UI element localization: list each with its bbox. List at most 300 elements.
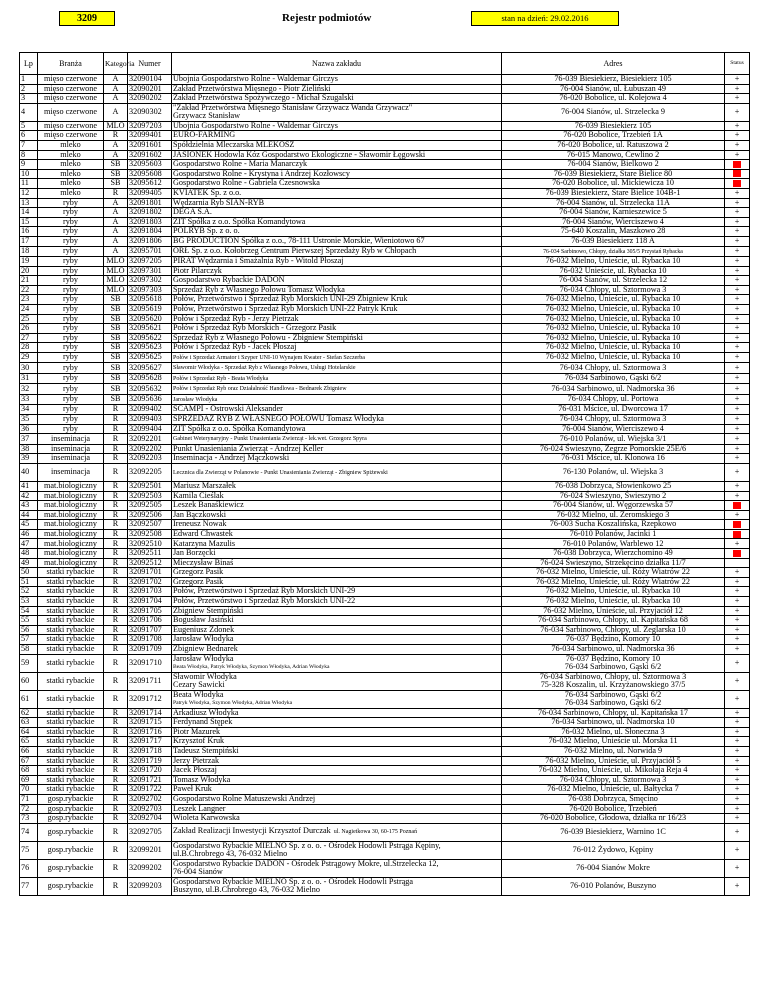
row-numer: 32092507 (128, 520, 172, 530)
row-numer: 32092704 (128, 814, 172, 824)
row-nazwa-line1: Paweł Kruk (173, 784, 212, 794)
row-status (725, 568, 750, 578)
status-inactive-marker (733, 502, 741, 509)
row-numer: 32097302 (128, 276, 172, 286)
row-branza: inseminacja (38, 434, 104, 445)
row-numer: 32091802 (128, 208, 172, 218)
row-nazwa (172, 363, 502, 374)
table-row (20, 841, 750, 859)
row-status (725, 597, 750, 607)
row-nazwa (172, 227, 502, 237)
row-adres (502, 841, 725, 859)
row-adres (502, 549, 725, 559)
row-kategoria: R (104, 405, 128, 415)
row-adres (502, 558, 725, 568)
row-nazwa (172, 343, 502, 353)
row-status (725, 746, 750, 756)
row-lp: 34 (20, 405, 38, 415)
table-row (20, 814, 750, 824)
table-row (20, 131, 750, 141)
row-adres-line1: 76-004 Sianów, Karnieszewice 5 (559, 207, 667, 217)
row-lp: 52 (20, 587, 38, 597)
row-branza: ryby (38, 363, 104, 374)
row-branza: statki rybackie (38, 775, 104, 785)
row-kategoria: R (104, 654, 128, 672)
row-adres (502, 424, 725, 434)
row-kategoria: R (104, 606, 128, 616)
status-inactive-marker (733, 170, 741, 177)
row-lp: 28 (20, 343, 38, 353)
row-kategoria: R (104, 823, 128, 841)
row-numer: 32091801 (128, 198, 172, 208)
row-branza: statki rybackie (38, 654, 104, 672)
status-active-mark: + (734, 624, 740, 634)
row-branza: statki rybackie (38, 625, 104, 635)
row-status (725, 266, 750, 276)
row-nazwa-line1: Połów i Sprzedaż Ryb - Beata Włodyka (173, 375, 269, 382)
row-branza: ryby (38, 217, 104, 227)
row-status (725, 727, 750, 737)
status-active-mark: + (734, 304, 740, 314)
status-date: stan na dzień: 29.02.2016 (471, 11, 619, 26)
row-adres-line1: 75-640 Koszalin, Maszkowo 28 (560, 226, 666, 236)
row-branza: statki rybackie (38, 577, 104, 587)
row-nazwa (172, 424, 502, 434)
row-adres-line1: 76-039 Biesiekierz, Stare Bielice 80 (553, 168, 673, 178)
table-row (20, 606, 750, 616)
row-kategoria: R (104, 746, 128, 756)
row-kategoria: R (104, 577, 128, 587)
row-adres-line1: 76-024 Świeszyno, Zegrze Pomorskie 25E/6 (539, 443, 687, 453)
row-branza: gosp.rybackie (38, 794, 104, 804)
row-lp: 11 (20, 179, 38, 189)
row-adres (502, 75, 725, 85)
row-kategoria: R (104, 434, 128, 445)
row-branza: statki rybackie (38, 616, 104, 626)
row-kategoria: SB (104, 384, 128, 395)
row-lp: 56 (20, 625, 38, 635)
table-row (20, 140, 750, 150)
row-nazwa (172, 131, 502, 141)
status-active-mark: + (734, 394, 740, 404)
row-nazwa (172, 140, 502, 150)
table-row (20, 877, 750, 895)
row-nazwa-line1: Leszek Langner (173, 803, 226, 813)
status-active-mark: + (734, 275, 740, 285)
row-adres-line1: 76-004 Sianów, ul. Strzelecka 11A (556, 197, 670, 207)
status-active-mark: + (734, 755, 740, 765)
row-lp: 59 (20, 654, 38, 672)
row-nazwa (172, 841, 502, 859)
status-active-mark: + (734, 207, 740, 217)
status-active-mark: + (734, 480, 740, 490)
row-numer: 32091721 (128, 775, 172, 785)
row-branza: gosp.rybackie (38, 859, 104, 877)
row-lp: 71 (20, 794, 38, 804)
status-active-mark: + (734, 784, 740, 794)
row-nazwa (172, 587, 502, 597)
row-nazwa-line2: Grzywacz Stanisław (173, 111, 241, 121)
row-nazwa (172, 859, 502, 877)
row-nazwa-line1: Gospodarstwo Rolne Matuszewski Andrzej (173, 793, 316, 803)
row-branza: statki rybackie (38, 568, 104, 578)
table-row (20, 804, 750, 814)
table-row (20, 179, 750, 189)
row-status (725, 672, 750, 690)
row-numer: 32092705 (128, 823, 172, 841)
row-kategoria: R (104, 625, 128, 635)
row-nazwa (172, 415, 502, 425)
status-active-mark: + (734, 383, 740, 393)
row-nazwa (172, 718, 502, 728)
row-adres (502, 539, 725, 549)
status-active-mark: + (734, 246, 740, 255)
row-adres (502, 491, 725, 501)
row-lp: 25 (20, 314, 38, 324)
table-row (20, 415, 750, 425)
row-kategoria: R (104, 877, 128, 895)
row-adres-line1: 76-012 Żydowo, Kępiny (572, 844, 654, 854)
row-lp: 23 (20, 295, 38, 305)
row-status (725, 304, 750, 314)
row-nazwa-line1: BG PRODUCTION Spółka z o.o., 78-111 Ustronie Morskie, Wieniotowo 67 (173, 235, 425, 245)
row-numer: 32091712 (128, 690, 172, 708)
row-nazwa (172, 756, 502, 766)
table-header-row (20, 53, 750, 75)
table-row (20, 510, 750, 520)
table-row (20, 766, 750, 776)
row-numer: 32091601 (128, 140, 172, 150)
table-row (20, 672, 750, 690)
register-table (19, 52, 750, 896)
row-adres-line1: 76-010 Polanów, Buszyno (569, 880, 657, 890)
table-row (20, 394, 750, 405)
row-branza: mleko (38, 140, 104, 150)
row-status (725, 690, 750, 708)
row-nazwa-line1: Mieczysław Binaś (173, 557, 234, 567)
row-adres-line1: 76-032 Mielno, Unieście, ul. Róży Wiatrów 22 (536, 567, 690, 577)
row-nazwa-line1: Jarosław Włodyka (173, 634, 234, 644)
row-status (725, 84, 750, 94)
row-kategoria: R (104, 814, 128, 824)
row-status (725, 333, 750, 343)
row-lp: 3 (20, 94, 38, 104)
row-adres-line1: 76-034 Sarbinowo, ul. Nadmorska 36 (551, 383, 675, 393)
status-active-mark: + (734, 83, 740, 93)
row-adres (502, 625, 725, 635)
status-active-mark: + (734, 644, 740, 654)
status-active-mark: + (734, 467, 740, 477)
row-nazwa-line2: Patryk Włodyka, Szymon Włodyka, Adrian Włodyka (173, 699, 293, 706)
row-nazwa-line1: Wędzarnia Ryb SIAN-RYB (173, 197, 265, 207)
row-adres-line1: 76-034 Chłopy, ul. Sztormowa 3 (559, 414, 667, 424)
row-nazwa (172, 708, 502, 718)
row-status (725, 775, 750, 785)
row-kategoria: A (104, 150, 128, 160)
row-nazwa-line1: Grzegorz Pasik (173, 567, 224, 577)
row-numer: 32095618 (128, 295, 172, 305)
row-nazwa (172, 444, 502, 454)
row-adres (502, 756, 725, 766)
row-kategoria: A (104, 94, 128, 104)
table-row (20, 227, 750, 237)
row-status (725, 140, 750, 150)
row-adres (502, 352, 725, 363)
table-row (20, 343, 750, 353)
row-nazwa (172, 625, 502, 635)
row-kategoria: R (104, 188, 128, 198)
table-row (20, 150, 750, 160)
status-active-mark: + (734, 538, 740, 548)
row-kategoria: R (104, 766, 128, 776)
row-adres-line1: 76-032 Mielno, Unieście, ul. Rybacka 10 (545, 256, 681, 266)
row-branza: mat.biologiczny (38, 481, 104, 491)
row-branza: statki rybackie (38, 708, 104, 718)
row-adres (502, 766, 725, 776)
row-nazwa-line1: PIRAT Wędzarnia i Smażalnia Ryb - Witold Płoszaj (173, 256, 344, 266)
status-active-mark: + (734, 216, 740, 226)
row-nazwa-line1: Jan Bączkowski (173, 509, 226, 519)
row-lp: 6 (20, 131, 38, 141)
row-branza: statki rybackie (38, 645, 104, 655)
row-kategoria: R (104, 635, 128, 645)
status-active-mark: + (734, 675, 740, 685)
status-active-mark: + (734, 634, 740, 644)
table-row (20, 75, 750, 85)
table-row (20, 236, 750, 246)
row-adres-line1: 76-004 Sianów, ul. Łubuszan 49 (560, 83, 666, 93)
row-status (725, 463, 750, 481)
row-kategoria: R (104, 727, 128, 737)
table-row (20, 635, 750, 645)
row-branza: mat.biologiczny (38, 529, 104, 539)
status-active-mark: + (734, 433, 740, 443)
row-kategoria: A (104, 208, 128, 218)
row-adres-line1: 76-032 Mielno, Unieście, ul. Rybacka 10 (545, 323, 681, 333)
col-header-branza: Branża (38, 53, 104, 75)
row-nazwa (172, 877, 502, 895)
row-branza: gosp.rybackie (38, 814, 104, 824)
status-inactive-marker (733, 521, 741, 528)
row-lp: 24 (20, 304, 38, 314)
row-kategoria: R (104, 597, 128, 607)
row-adres-line1: 76-034 Sarbinowo, Gąski 6/2 (564, 689, 662, 699)
status-active-mark: + (734, 793, 740, 803)
row-adres (502, 208, 725, 218)
row-adres-line1: 76-032 Mielno, Unieście, ul. Przyjaciół 5 (545, 755, 681, 765)
row-kategoria: SB (104, 373, 128, 384)
row-branza: statki rybackie (38, 718, 104, 728)
table-row (20, 568, 750, 578)
status-active-mark: + (734, 93, 740, 103)
row-lp: 69 (20, 775, 38, 785)
row-branza: mleko (38, 169, 104, 179)
row-lp: 57 (20, 635, 38, 645)
row-kategoria: SB (104, 324, 128, 334)
row-nazwa-line2: 76-004 Sianów (173, 867, 223, 877)
status-active-mark: + (734, 235, 740, 245)
row-branza: ryby (38, 415, 104, 425)
row-adres-line1: 76-004 Sianów, ul. Strzelecka 9 (560, 107, 666, 117)
row-adres-line1: 76-032 Mielno, Unieście, ul. Rybacka 10 (545, 352, 681, 362)
row-adres-line1: 76-034 Chłopy, ul. Sztormowa 3 (559, 362, 667, 372)
row-adres-line1: 76-039 Biesiekierz 118 A (571, 235, 655, 245)
row-kategoria: R (104, 131, 128, 141)
row-nazwa (172, 501, 502, 511)
row-nazwa-line1: Połów i Sprzedaż Ryb - Jerzy Pietrzak (173, 313, 299, 323)
row-status (725, 363, 750, 374)
row-adres (502, 568, 725, 578)
status-active-mark: + (734, 423, 740, 433)
row-kategoria: SB (104, 352, 128, 363)
row-nazwa (172, 616, 502, 626)
row-kategoria: SB (104, 295, 128, 305)
row-numer: 32095608 (128, 169, 172, 179)
row-numer: 32091706 (128, 616, 172, 626)
row-numer: 32099201 (128, 841, 172, 859)
row-nazwa (172, 645, 502, 655)
row-kategoria: R (104, 481, 128, 491)
row-adres (502, 246, 725, 257)
row-branza: ryby (38, 208, 104, 218)
row-numer: 32095612 (128, 179, 172, 189)
row-kategoria: R (104, 794, 128, 804)
row-status (725, 491, 750, 501)
row-adres-line1: 76-031 Mścice, ul. Dworcowa 17 (558, 404, 668, 414)
row-adres (502, 606, 725, 616)
row-nazwa (172, 785, 502, 795)
row-nazwa (172, 333, 502, 343)
row-branza: mięso czerwone (38, 94, 104, 104)
row-adres (502, 746, 725, 756)
row-branza: statki rybackie (38, 737, 104, 747)
row-nazwa-line1: KVIATEK Sp. z o.o. (173, 187, 242, 197)
row-lp: 22 (20, 285, 38, 295)
row-lp: 36 (20, 424, 38, 434)
row-status (725, 645, 750, 655)
row-status (725, 539, 750, 549)
col-header-kategoria: Kategoria (104, 53, 128, 75)
row-nazwa-line1: Wioleta Karwowska (173, 813, 240, 823)
row-adres (502, 859, 725, 877)
row-lp: 40 (20, 463, 38, 481)
row-nazwa (172, 150, 502, 160)
row-numer: 32090302 (128, 103, 172, 121)
row-nazwa-line1: Tomasz Włodyka (173, 774, 231, 784)
row-status (725, 510, 750, 520)
row-nazwa-extra: ul. Nagietkowa 30, 60-175 Poznań (333, 829, 418, 836)
row-adres-line2: 76-034 Sarbinowo, Gąski 6/2 (564, 698, 662, 708)
row-numer: 32091705 (128, 606, 172, 616)
row-status (725, 577, 750, 587)
row-nazwa (172, 373, 502, 384)
table-row (20, 727, 750, 737)
col-header-nazwa: Nazwa zakładu (172, 53, 502, 75)
row-kategoria: A (104, 140, 128, 150)
row-nazwa (172, 568, 502, 578)
row-status (725, 520, 750, 530)
row-nazwa-line1: Tadeusz Stempiński (173, 746, 239, 756)
row-status (725, 814, 750, 824)
row-lp: 38 (20, 444, 38, 454)
row-adres-line1: 76-032 Mielno, Unieście, ul. Bałtycka 7 (547, 784, 679, 794)
table-row (20, 756, 750, 766)
row-numer: 32091711 (128, 672, 172, 690)
row-branza: ryby (38, 246, 104, 257)
row-adres (502, 577, 725, 587)
row-nazwa-line1: Połów i Sprzedaż Ryb Morskich - Grzegorz Pasik (173, 323, 337, 333)
row-lp: 9 (20, 160, 38, 170)
row-status (725, 718, 750, 728)
status-inactive-marker (733, 531, 741, 538)
row-nazwa (172, 246, 502, 257)
row-nazwa (172, 454, 502, 464)
row-status (725, 236, 750, 246)
table-row (20, 276, 750, 286)
row-adres-line1: 76-130 Polanów, ul. Wiejska 3 (562, 467, 664, 477)
row-kategoria: R (104, 463, 128, 481)
row-numer: 32097205 (128, 257, 172, 267)
col-header-numer: Numer (128, 53, 172, 75)
status-active-mark: + (734, 736, 740, 746)
table-row (20, 444, 750, 454)
row-nazwa (172, 746, 502, 756)
row-lp: 53 (20, 597, 38, 607)
row-numer: 32099403 (128, 415, 172, 425)
row-adres-line1: 76-020 Bobolice, ul. Kolejowa 4 (559, 93, 667, 103)
status-active-mark: + (734, 693, 740, 703)
row-adres (502, 94, 725, 104)
row-status (725, 405, 750, 415)
row-branza: ryby (38, 266, 104, 276)
status-active-mark: + (734, 373, 740, 383)
status-active-mark: + (734, 844, 740, 854)
row-nazwa-line1: Jerzy Pietrzak (173, 755, 220, 765)
row-adres (502, 510, 725, 520)
row-lp: 67 (20, 756, 38, 766)
row-nazwa-line1: Ubojnia Gospodarstwo Rolne - Waldemar Girczys (173, 74, 338, 84)
row-kategoria: R (104, 558, 128, 568)
row-kategoria: R (104, 529, 128, 539)
row-nazwa-line1: Połów i Sprzedaż Armator i Szyper UNI-10 Wynajem Kwater - Stefan Szczerba (173, 354, 365, 361)
row-nazwa-line1: Leszek Banaśkiewicz (173, 500, 244, 510)
row-numer: 32091702 (128, 577, 172, 587)
row-numer: 32090201 (128, 84, 172, 94)
row-status (725, 276, 750, 286)
row-kategoria: R (104, 785, 128, 795)
row-numer: 32092203 (128, 454, 172, 464)
row-adres (502, 384, 725, 395)
status-active-mark: + (734, 149, 740, 159)
row-nazwa (172, 179, 502, 189)
row-kategoria: A (104, 103, 128, 121)
row-branza: ryby (38, 333, 104, 343)
row-numer: 32091710 (128, 654, 172, 672)
row-lp: 15 (20, 217, 38, 227)
row-lp: 42 (20, 491, 38, 501)
row-adres-line1: 76-034 Sarbinowo, Chłopy, działka 305/5 Przystań Rybacka (543, 248, 683, 255)
row-status (725, 150, 750, 160)
row-nazwa-line1: Inseminacja - Andrzej Mączkowski (173, 453, 290, 463)
row-kategoria: MLO (104, 121, 128, 131)
row-adres-line1: 76-010 Polanów, ul. Wiejska 3/1 (559, 433, 667, 443)
row-status (725, 616, 750, 626)
row-adres-line1: 76-032 Mielno, Unieście, ul. Rybacka 10 (545, 596, 681, 606)
row-kategoria: A (104, 227, 128, 237)
row-lp: 45 (20, 520, 38, 530)
row-nazwa-line2: Cezary Sawicki (173, 680, 225, 690)
row-kategoria: R (104, 415, 128, 425)
